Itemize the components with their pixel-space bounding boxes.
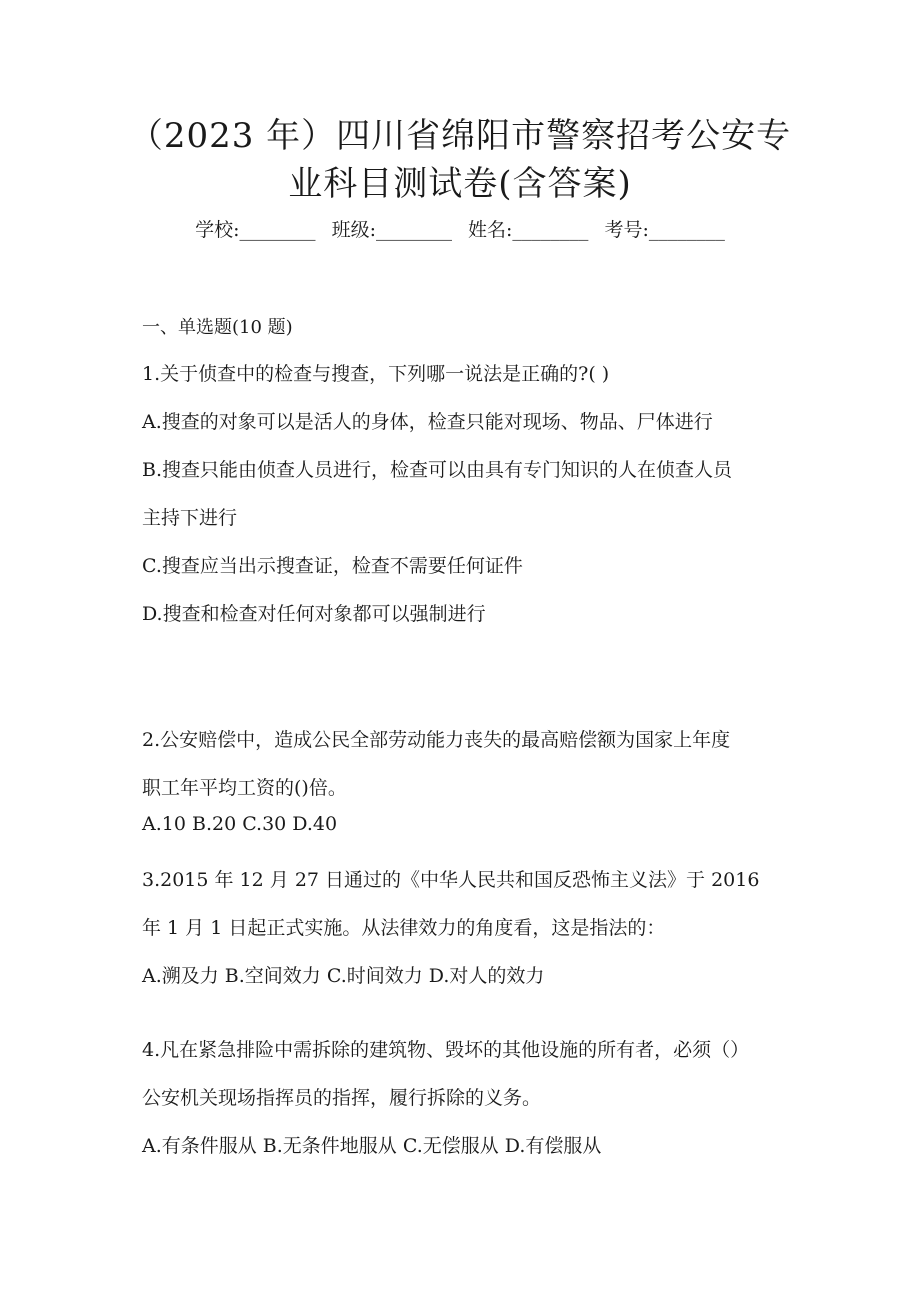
question-1-option-b: B.搜查只能由侦查人员进行，检查可以由具有专门知识的人在侦查人员 bbox=[142, 459, 733, 481]
question-3-stem: 3.2015 年 12 月 27 日通过的《中华人民共和国反恐怖主义法》于 2016 bbox=[142, 869, 760, 891]
question-4-stem-cont: 公安机关现场指挥员的指挥，履行拆除的义务。 bbox=[142, 1087, 542, 1109]
question-2-stem: 2.公安赔偿中，造成公民全部劳动能力丧失的最高赔偿额为国家上年度 bbox=[142, 729, 731, 751]
page-title-line-1: （2023 年）四川省绵阳市警察招考公安专 bbox=[128, 116, 792, 156]
section-header: 一、单选题(10 题) bbox=[142, 317, 293, 338]
question-2-stem-cont: 职工年平均工资的()倍。 bbox=[142, 777, 347, 799]
school-field: 学校:________ bbox=[195, 219, 316, 241]
question-4-options: A.有条件服从 B.无条件地服从 C.无偿服从 D.有偿服从 bbox=[142, 1135, 602, 1157]
class-field: 班级:________ bbox=[331, 219, 452, 241]
question-1-option-d: D.搜查和检查对任何对象都可以强制进行 bbox=[142, 603, 486, 625]
student-info-row bbox=[0, 216, 920, 244]
question-1-stem: 1.关于侦查中的检查与搜查，下列哪一说法是正确的?( ) bbox=[142, 363, 610, 385]
question-3-options: A.溯及力 B.空间效力 C.时间效力 D.对人的效力 bbox=[142, 965, 545, 987]
name-field: 姓名:________ bbox=[468, 219, 589, 241]
question-2-options: A.10 B.20 C.30 D.40 bbox=[142, 813, 338, 835]
question-1-option-b-cont: 主持下进行 bbox=[142, 507, 238, 529]
exam-number-field: 考号:________ bbox=[604, 219, 725, 241]
question-1-option-c: C.搜查应当出示搜查证，检查不需要任何证件 bbox=[142, 555, 523, 577]
question-4-stem: 4.凡在紧急排险中需拆除的建筑物、毁坏的其他设施的所有者，必须（） bbox=[142, 1039, 750, 1061]
question-3-stem-cont: 年 1 月 1 日起正式实施。从法律效力的角度看，这是指法的： bbox=[142, 917, 666, 939]
page-title-line-2: 业科目测试卷(含答案) bbox=[288, 164, 632, 204]
question-1-option-a: A.搜查的对象可以是活人的身体，检查只能对现场、物品、尸体进行 bbox=[142, 411, 713, 433]
